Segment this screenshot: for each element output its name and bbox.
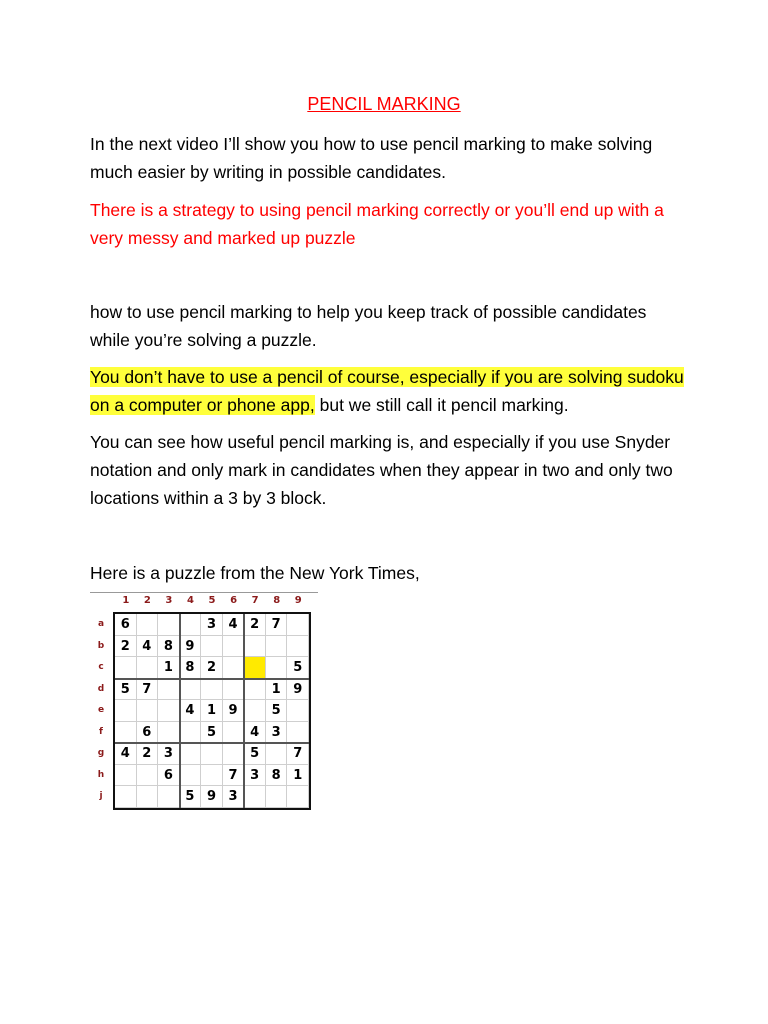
sudoku-cell: 3	[244, 765, 266, 787]
sudoku-cell: 9	[223, 700, 245, 722]
sudoku-cell	[244, 700, 266, 722]
sudoku-cell: 8	[158, 636, 180, 658]
sudoku-cell	[266, 657, 288, 679]
sudoku-cell	[287, 700, 309, 722]
column-label: 1	[122, 595, 130, 606]
sudoku-cell: 6	[137, 722, 159, 744]
sudoku-cell: 1	[266, 679, 288, 701]
sudoku-cell	[223, 722, 245, 744]
sudoku-cell	[201, 743, 223, 765]
sudoku-cell: 7	[266, 614, 288, 636]
sudoku-cell	[115, 765, 137, 787]
sudoku-cell: 7	[287, 743, 309, 765]
sudoku-cell: 9	[287, 679, 309, 701]
sudoku-cell: 5	[266, 700, 288, 722]
sudoku-cell	[180, 679, 202, 701]
box-divider-horizontal	[115, 678, 309, 680]
box-divider-horizontal	[115, 742, 309, 744]
sudoku-cell	[266, 786, 288, 808]
sudoku-cell: 4	[223, 614, 245, 636]
sudoku-cell: 5	[201, 722, 223, 744]
sudoku-cell: 1	[287, 765, 309, 787]
sudoku-cell	[223, 743, 245, 765]
row-label: e	[97, 705, 105, 716]
paragraph-pencil-note-rest: but we still call it pencil marking.	[314, 395, 569, 415]
sudoku-cell: 2	[137, 743, 159, 765]
column-label: 8	[273, 595, 281, 606]
sudoku-cell	[180, 614, 202, 636]
row-label: c	[98, 662, 104, 673]
sudoku-cell	[180, 743, 202, 765]
sudoku-cell	[266, 743, 288, 765]
sudoku-cell	[137, 700, 159, 722]
sudoku-cell: 3	[223, 786, 245, 808]
row-label: d	[97, 683, 105, 694]
sudoku-cell: 1	[201, 700, 223, 722]
paragraph-pencil-note	[90, 363, 690, 419]
paragraph-strategy-warning: There is a strategy to using pencil marking correctly or you’ll end up with a very messy and marked up puzzle	[90, 200, 664, 248]
column-label: 4	[186, 595, 194, 606]
sudoku-cell: 6	[158, 765, 180, 787]
sudoku-cell: 9	[201, 786, 223, 808]
sudoku-cell	[180, 765, 202, 787]
sudoku-cell: 8	[180, 657, 202, 679]
sudoku-cell	[137, 614, 159, 636]
sudoku-cell	[244, 679, 266, 701]
row-label: f	[99, 726, 103, 737]
sudoku-cell	[201, 679, 223, 701]
paragraph-snyder-notation: You can see how useful pencil marking is, and especially if you use Snyder notation and only mark in candidates when they appear in two and only two locations within a 3 by 3 block.	[90, 432, 673, 508]
sudoku-cell	[287, 722, 309, 744]
sudoku-cell	[266, 636, 288, 658]
box-divider-vertical	[179, 614, 181, 808]
paragraph-intro: In the next video I’ll show you how to use pencil marking to make solving much easier by writing in possible candidates.	[90, 134, 653, 182]
sudoku-cell	[287, 614, 309, 636]
sudoku-cell	[158, 786, 180, 808]
sudoku-cell	[287, 636, 309, 658]
sudoku-cell	[115, 700, 137, 722]
page-title: PENCIL MARKING	[307, 94, 461, 114]
sudoku-cell	[223, 657, 245, 679]
sudoku-cell: 3	[158, 743, 180, 765]
sudoku-cell	[115, 657, 137, 679]
column-label: 7	[251, 595, 259, 606]
sudoku-cell: 5	[287, 657, 309, 679]
sudoku-cell: 4	[244, 722, 266, 744]
sudoku-cell	[244, 786, 266, 808]
row-label: h	[97, 769, 105, 780]
header-rule	[90, 592, 318, 593]
row-label: g	[97, 748, 105, 759]
sudoku-cell	[201, 765, 223, 787]
sudoku-cell: 5	[180, 786, 202, 808]
sudoku-cell	[201, 636, 223, 658]
sudoku-cell	[287, 786, 309, 808]
column-label: 3	[165, 595, 173, 606]
column-label: 5	[208, 595, 216, 606]
column-label: 6	[230, 595, 238, 606]
sudoku-cell	[158, 700, 180, 722]
sudoku-cell: 6	[115, 614, 137, 636]
sudoku-cell	[223, 679, 245, 701]
sudoku-cell	[244, 636, 266, 658]
sudoku-cell: 5	[115, 679, 137, 701]
sudoku-cell: 7	[223, 765, 245, 787]
sudoku-cell	[115, 722, 137, 744]
sudoku-cell	[137, 786, 159, 808]
sudoku-puzzle-image	[90, 592, 320, 820]
sudoku-cell: 2	[115, 636, 137, 658]
sudoku-cell: 2	[244, 614, 266, 636]
sudoku-cell: 4	[137, 636, 159, 658]
sudoku-cell: 1	[158, 657, 180, 679]
sudoku-cell: 3	[201, 614, 223, 636]
sudoku-cell: 3	[266, 722, 288, 744]
row-label: j	[99, 791, 103, 802]
box-divider-vertical	[243, 614, 245, 808]
sudoku-grid	[113, 612, 311, 810]
highlighted-text: You don’t have to use a pencil of course, especially if you are solving sudoku on a computer or phone app,	[90, 367, 684, 415]
sudoku-cell	[137, 765, 159, 787]
sudoku-cell: 2	[201, 657, 223, 679]
sudoku-cell	[158, 679, 180, 701]
sudoku-cell: 9	[180, 636, 202, 658]
paragraph-how-to: how to use pencil marking to help you keep track of possible candidates while you’re solving a puzzle.	[90, 302, 647, 350]
sudoku-cell	[158, 722, 180, 744]
sudoku-cell	[115, 786, 137, 808]
sudoku-cell	[158, 614, 180, 636]
column-label: 9	[294, 595, 302, 606]
row-label: a	[97, 619, 105, 629]
row-label: b	[97, 640, 105, 651]
paragraph-puzzle-source: Here is a puzzle from the New York Times,	[90, 563, 420, 583]
sudoku-cell	[137, 657, 159, 679]
sudoku-cell-selected	[244, 657, 266, 679]
sudoku-cell: 7	[137, 679, 159, 701]
column-label: 2	[143, 595, 151, 606]
sudoku-cell: 5	[244, 743, 266, 765]
sudoku-cell: 8	[266, 765, 288, 787]
sudoku-cell: 4	[115, 743, 137, 765]
sudoku-cell	[223, 636, 245, 658]
sudoku-cell	[180, 722, 202, 744]
sudoku-cell: 4	[180, 700, 202, 722]
